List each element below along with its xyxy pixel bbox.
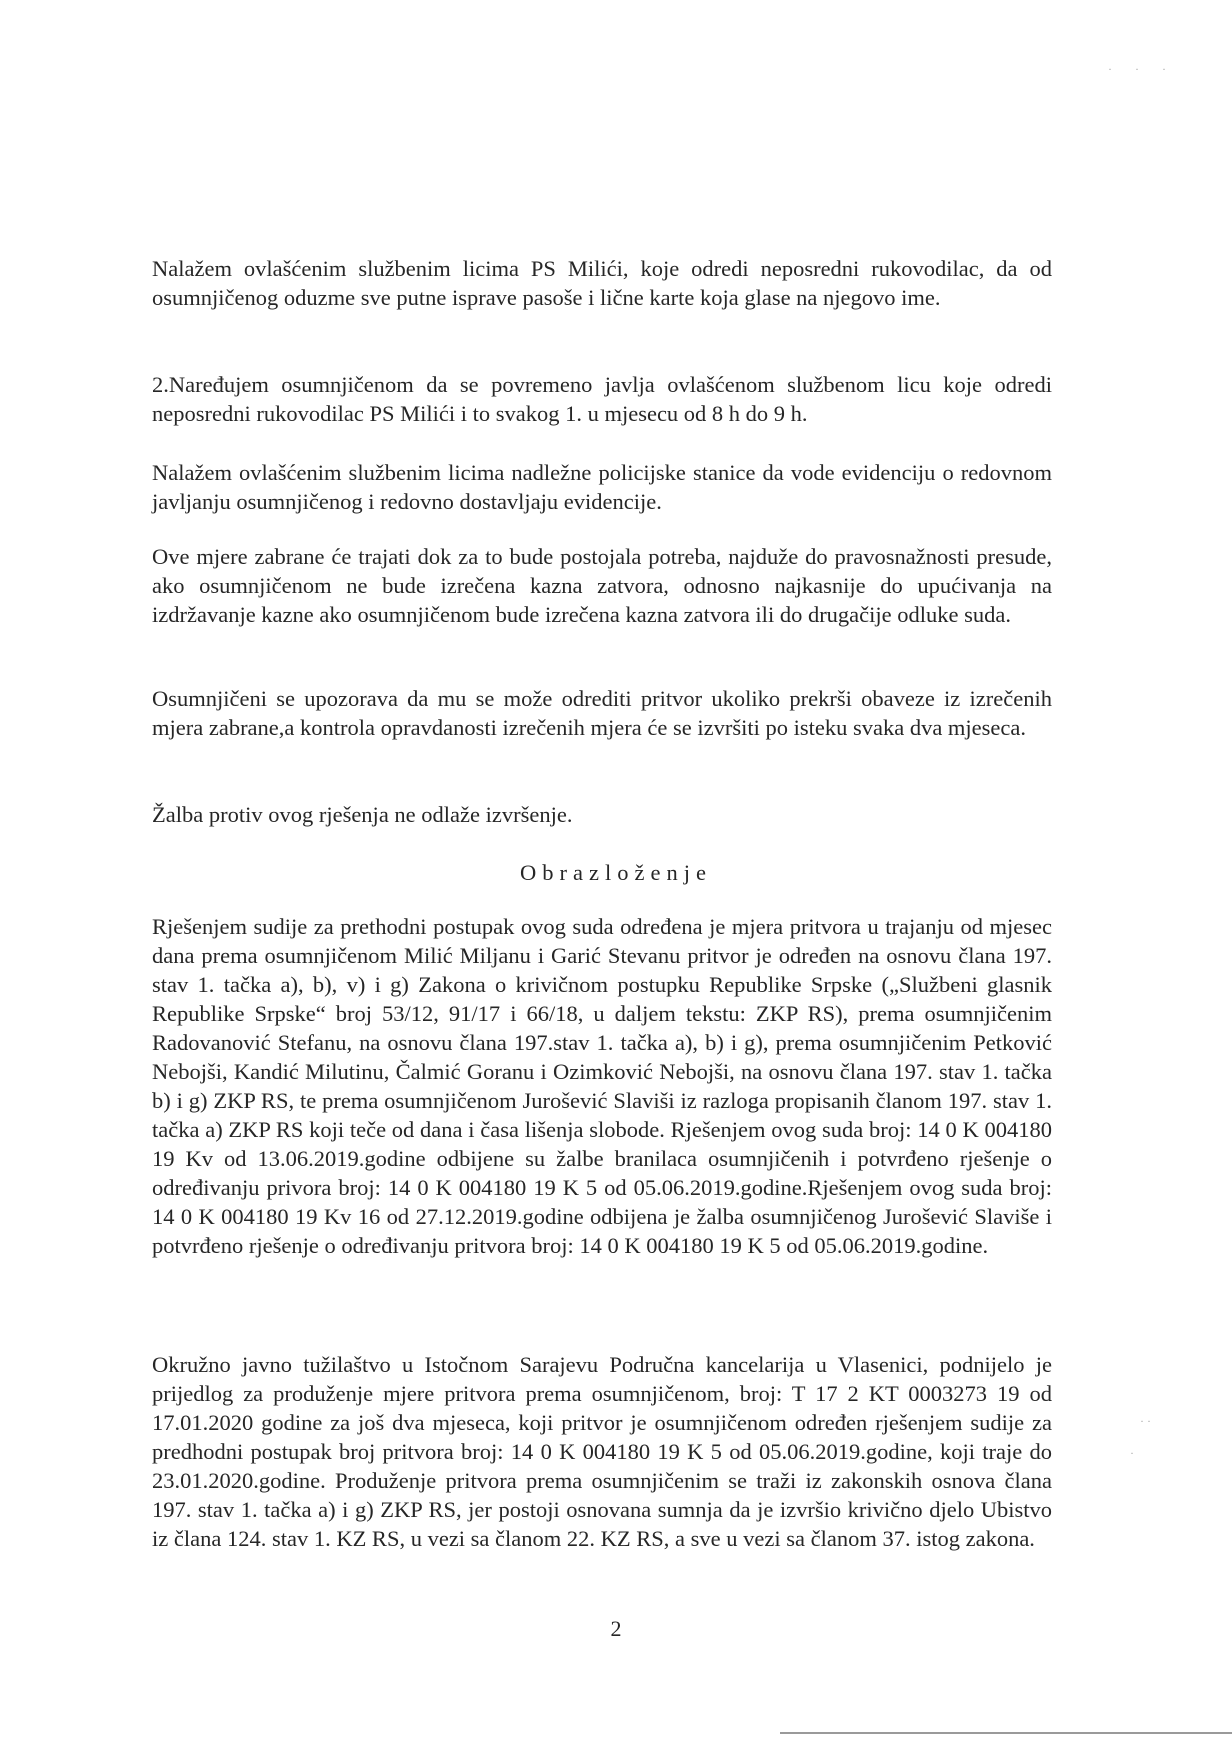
paragraph-text: Nalažem ovlašćenim službenim licima PS Milići, koje odredi neposredni rukovodilac, da od osumnjičenog oduzme sve putne isprave pasoše i lične karte koja glase na njegovo ime.: [152, 256, 1052, 310]
paragraph-text: Okružno javno tužilaštvo u Istočnom Sarajevu Područna kancelarija u Vlasenici, podnijelo je prijedlog za produženje mjere pritvora prema osumnjičenom, broj: T 17 2 KT 0003273 19 od 17.01.2020 godine za još dva mjeseca, koji pritvor je osumnjičenom određen rješenjem sudije za predhodni postupak broj pritvora broj: 14 0 K 004180 19 K 5 od 05.06.2019.godine, koji traje do 23.01.2020.godine. Produženje pritvora prema osumnjičenim se traži iz zakonskih osnova člana 197. stav 1. tačka a) i g) ZKP RS, jer postoji osnovana sumnja da je izvršio krivično djelo Ubistvo iz člana 124. stav 1. KZ RS, u vezi sa članom 22. KZ RS, a sve u vezi sa članom 37. istog zakona.: [152, 1352, 1052, 1551]
paragraph-reporting-order: [152, 370, 1052, 428]
paragraph-text: Rješenjem sudije za prethodni postupak ovog suda određena je mjera pritvora u trajanju od mjesec dana prema osumnjičenom Milić Miljanu i Garić Stevanu pritvor je određen na osnovu člana 197. stav 1. tačka a), b), v) i g) Zakona o krivičnom postupku Republike Srpske („Službeni glasnik Republike Srpske“ broj 53/12, 91/17 i 66/18, u daljem tekstu: ZKP RS), prema osumnjičenim Radovanović Stefanu, na osnovu člana 197.stav 1. tačka a), b) i g), prema osumnjičenim Petković Nebojši, Kandić Milutinu, Čalmić Goranu i Ozimković Nebojši, na osnovu člana 197. stav 1. tačka b) i g) ZKP RS, te prema osumnjičenom Jurošević Slaviši iz razloga propisanih članom 197. stav 1. tačka a) ZKP RS koji teče od dana i časa lišenja slobode. Rješenjem ovog suda broj: 14 0 K 004180 19 Kv od 13.06.2019.godine odbijene su žalbe branilaca osumnjičenih i potvrđeno rješenje o određivanju privora broj: 14 0 K 004180 19 K 5 od 05.06.2019.godine.Rješenjem ovog suda broj: 14 0 K 004180 19 Kv 16 od 27.12.2019.godine odbijena je žalba osumnjičenog Jurošević Slaviše i potvrđeno rješenje o određivanju pritvora broj: 14 0 K 004180 19 K 5 od 05.06.2019.godine.: [152, 914, 1052, 1258]
scan-artifact: · · ·: [1108, 62, 1176, 76]
paragraph-detention-history: [152, 912, 1052, 1260]
section-heading: Obrazloženje: [520, 860, 712, 885]
paragraph-surrender-documents: [152, 254, 1052, 312]
scan-edge-line: [780, 1732, 1232, 1734]
paragraph-text: Ove mjere zabrane će trajati dok za to bude postojala potreba, najduže do pravosnažnosti presude, ako osumnjičenom ne bude izrečena kazna zatvora, odnosno najkasnije do upućivanja na izdržavanje kazne ako osumnjičenom bude izrečena kazna zatvora ili do drugačije odluke suda.: [152, 544, 1052, 627]
paragraph-evidence-records: [152, 458, 1052, 516]
paragraph-appeal-note: [152, 800, 1052, 829]
paragraph-prosecution-proposal: [152, 1350, 1052, 1553]
scan-artifact: · ·: [1140, 1414, 1151, 1428]
page-number: 2: [610, 1616, 622, 1641]
scan-artifact: ·: [1130, 1446, 1134, 1460]
paragraph-text: Nalažem ovlašćenim službenim licima nadležne policijske stanice da vode evidenciju o redovnom javljanju osumnjičenog i redovno dostavljaju evidencije.: [152, 460, 1052, 514]
paragraph-text: 2.Naređujem osumnjičenom da se povremeno javlja ovlašćenom službenom licu koje odredi neposredni rukovodilac PS Milići i to svakog 1. u mjesecu od 8 h do 9 h.: [152, 372, 1052, 426]
paragraph-text: Žalba protiv ovog rješenja ne odlaže izvršenje.: [152, 802, 573, 827]
paragraph-detention-warning: [152, 684, 1052, 742]
paragraph-measure-duration: [152, 542, 1052, 629]
paragraph-text: Osumnjičeni se upozorava da mu se može odrediti pritvor ukoliko prekrši obaveze iz izrečenih mjera zabrane,a kontrola opravdanosti izrečenih mjera će se izvršiti po isteku svaka dva mjeseca.: [152, 686, 1052, 740]
